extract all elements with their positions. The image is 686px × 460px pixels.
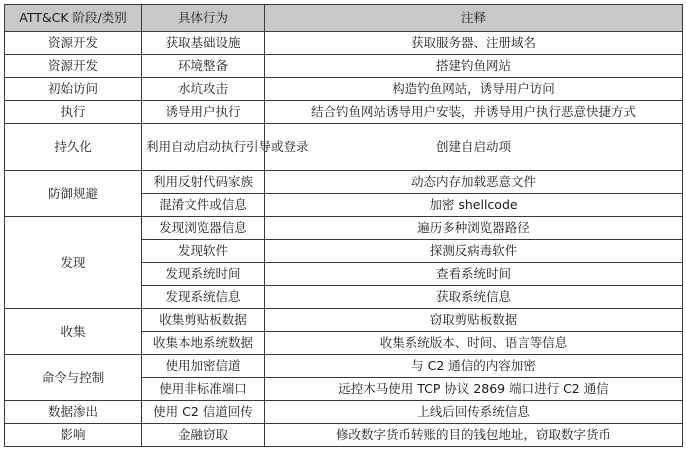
phase-cell: 资源开发	[5, 55, 142, 78]
note-cell: 探测反病毒软件	[265, 240, 683, 263]
behavior-cell: 使用加密信道	[142, 355, 265, 378]
behavior-cell: 诱导用户执行	[142, 101, 265, 124]
behavior-cell: 环境整备	[142, 55, 265, 78]
phase-cell: 初始访问	[5, 78, 142, 101]
behavior-cell: 水坑攻击	[142, 78, 265, 101]
behavior-cell: 发现系统时间	[142, 263, 265, 286]
note-cell: 获取服务器、注册域名	[265, 32, 683, 55]
behavior-cell: 利用自动启动执行引导或登录	[142, 124, 265, 171]
behavior-cell: 混淆文件或信息	[142, 194, 265, 217]
table-row	[5, 124, 683, 171]
behavior-cell: 收集剪贴板数据	[142, 309, 265, 332]
behavior-cell: 获取基础设施	[142, 32, 265, 55]
header-phase: ATT&CK 阶段/类别	[5, 5, 142, 32]
note-cell: 加密 shellcode	[265, 194, 683, 217]
table-header	[5, 5, 683, 32]
behavior-cell: 金融窃取	[142, 424, 265, 447]
behavior-cell: 发现软件	[142, 240, 265, 263]
note-cell: 遍历多种浏览器路径	[265, 217, 683, 240]
table-row	[5, 78, 683, 101]
table-row	[5, 101, 683, 124]
phase-cell: 资源开发	[5, 32, 142, 55]
phase-cell: 收集	[5, 309, 142, 355]
table-row	[5, 309, 683, 332]
phase-cell: 执行	[5, 101, 142, 124]
behavior-cell: 发现系统信息	[142, 286, 265, 309]
table-row	[5, 32, 683, 55]
note-cell: 上线后回传系统信息	[265, 401, 683, 424]
header-note: 注释	[265, 5, 683, 32]
phase-cell: 持久化	[5, 124, 142, 171]
phase-cell: 命令与控制	[5, 355, 142, 401]
table-row	[5, 355, 683, 378]
behavior-cell: 利用反射代码家族	[142, 171, 265, 194]
note-cell: 搭建钓鱼网站	[265, 55, 683, 78]
table-row	[5, 401, 683, 424]
behavior-cell: 使用非标准端口	[142, 378, 265, 401]
note-cell: 远控木马使用 TCP 协议 2869 端口进行 C2 通信	[265, 378, 683, 401]
header-behavior: 具体行为	[142, 5, 265, 32]
note-cell: 动态内存加载恶意文件	[265, 171, 683, 194]
note-cell: 结合钓鱼网站诱导用户安装，并诱导用户执行恶意快捷方式	[265, 101, 683, 124]
table-body	[5, 32, 683, 447]
attck-table	[4, 4, 683, 447]
behavior-cell: 发现浏览器信息	[142, 217, 265, 240]
behavior-cell: 使用 C2 信道回传	[142, 401, 265, 424]
table-row	[5, 171, 683, 194]
note-cell: 修改数字货币转账的目的钱包地址，窃取数字货币	[265, 424, 683, 447]
phase-cell: 发现	[5, 217, 142, 309]
header-row	[5, 5, 683, 32]
note-cell: 与 C2 通信的内容加密	[265, 355, 683, 378]
table-row	[5, 55, 683, 78]
behavior-cell: 收集本地系统数据	[142, 332, 265, 355]
table-row	[5, 424, 683, 447]
note-cell: 创建自启动项	[265, 124, 683, 171]
phase-cell: 影响	[5, 424, 142, 447]
note-cell: 收集系统版本、时间、语言等信息	[265, 332, 683, 355]
note-cell: 窃取剪贴板数据	[265, 309, 683, 332]
note-cell: 构造钓鱼网站，诱导用户访问	[265, 78, 683, 101]
phase-cell: 防御规避	[5, 171, 142, 217]
table-row	[5, 217, 683, 240]
note-cell: 获取系统信息	[265, 286, 683, 309]
note-cell: 查看系统时间	[265, 263, 683, 286]
phase-cell: 数据渗出	[5, 401, 142, 424]
